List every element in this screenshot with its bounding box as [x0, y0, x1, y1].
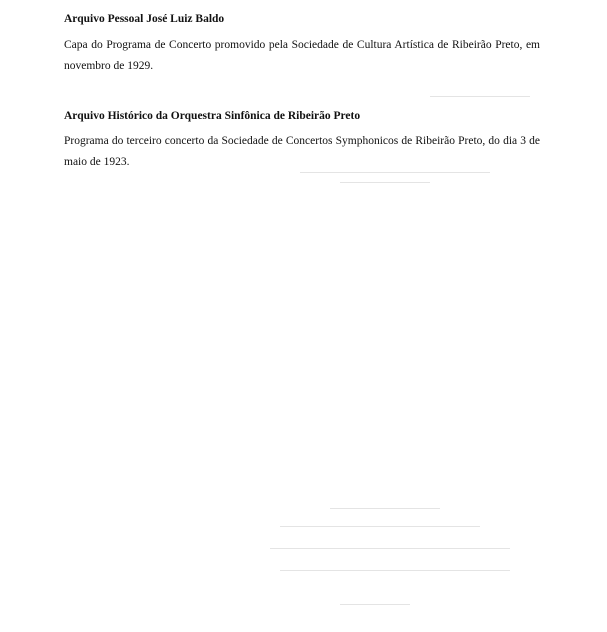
bleed-through-mark [430, 96, 530, 97]
section-description-jose-luiz-baldo: Capa do Programa de Concerto promovido pela Sociedade de Cultura Artística de Ribeirão Preto, em novembro de 1929. [64, 39, 540, 72]
section-description-orquestra-sinfonica: Programa do terceiro concerto da Sociedade de Concertos Symphonicos de Ribeirão Preto, do dia 3 de maio de 1923. [64, 135, 540, 168]
bleed-through-mark [340, 182, 430, 183]
bleed-through-mark [340, 604, 410, 605]
bleed-through-mark [300, 172, 490, 173]
bleed-through-mark [280, 570, 510, 571]
bleed-through-mark [270, 548, 510, 549]
section-heading-jose-luiz-baldo: Arquivo Pessoal José Luiz Baldo [64, 13, 225, 25]
bleed-through-mark [280, 526, 480, 527]
section-heading-orquestra-sinfonica: Arquivo Histórico da Orquestra Sinfônica de Ribeirão Preto [64, 110, 361, 122]
bleed-through-mark [330, 508, 440, 509]
